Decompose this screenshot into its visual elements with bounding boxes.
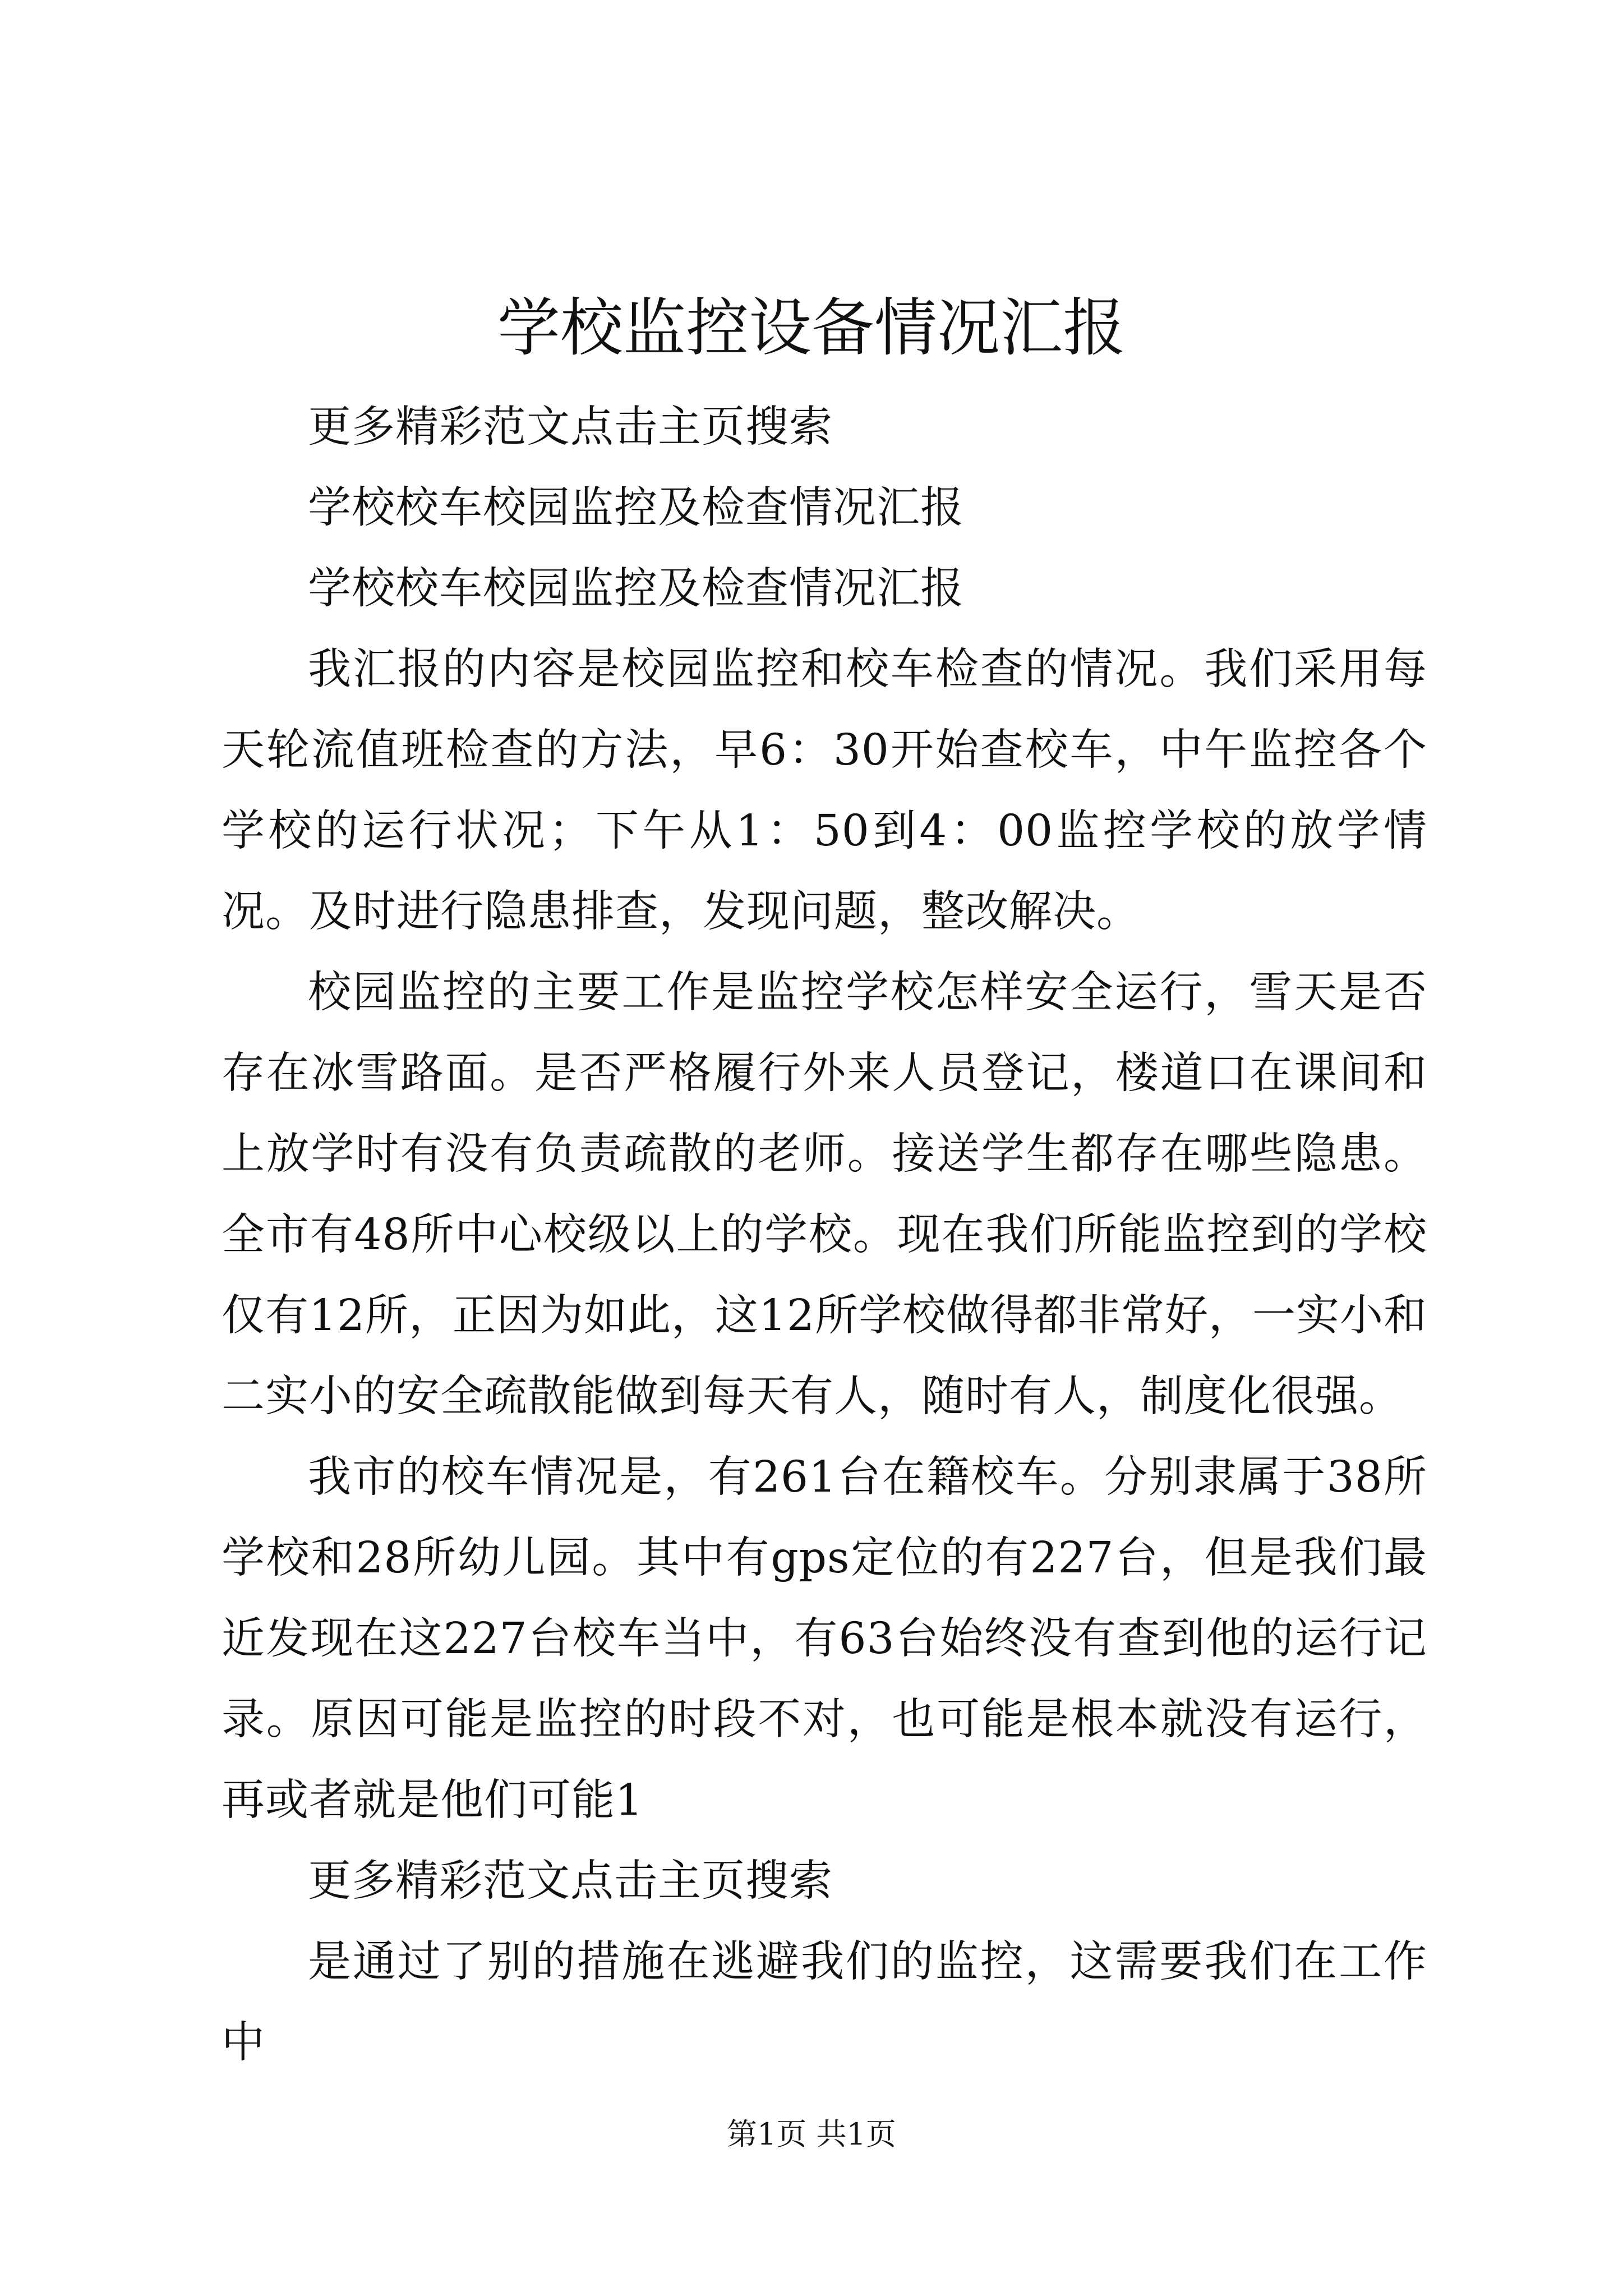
body-paragraph: 是通过了别的措施在逃避我们的监控，这需要我们在工作中 — [222, 1937, 1427, 2068]
subtitle-line: 学校校车校园监控及检查情况汇报 — [308, 564, 964, 614]
page-footer: 第1页 共1页 — [727, 2116, 896, 2152]
promo-line: 更多精彩范文点击主页搜索 — [308, 1856, 833, 1906]
subtitle-line: 学校校车校园监控及检查情况汇报 — [308, 483, 964, 533]
document-body — [222, 387, 1427, 2083]
promo-line: 更多精彩范文点击主页搜索 — [308, 402, 833, 452]
body-paragraph: 我汇报的内容是校园监控和校车检查的情况。我们采用每天轮流值班检查的方法，早6：30开始查校车，中午监控各个学校的运行状况；下午从1：50到4：00监控学校的放学情况。及时进行隐患排查，发现问题，整改解决。 — [222, 645, 1427, 937]
body-paragraph: 校园监控的主要工作是监控学校怎样安全运行，雪天是否存在冰雪路面。是否严格履行外来人员登记，楼道口在课间和上放学时有没有负责疏散的老师。接送学生都存在哪些隐患。全市有48所中心校级以上的学校。现在我们所能监控到的学校仅有12所，正因为如此，这12所学校做得都非常好，一实小和二实小的安全疏散能做到每天有人，随时有人，制度化很强。 — [222, 968, 1427, 1421]
document-title: 学校监控设备情况汇报 — [497, 292, 1126, 365]
body-paragraph: 我市的校车情况是，有261台在籍校车。分别隶属于38所学校和28所幼儿园。其中有gps定位的有227台，但是我们最近发现在这227台校车当中，有63台始终没有查到他的运行记录。原因可能是监控的时段不对，也可能是根本就没有运行，再或者就是他们可能1 — [222, 1452, 1427, 1825]
